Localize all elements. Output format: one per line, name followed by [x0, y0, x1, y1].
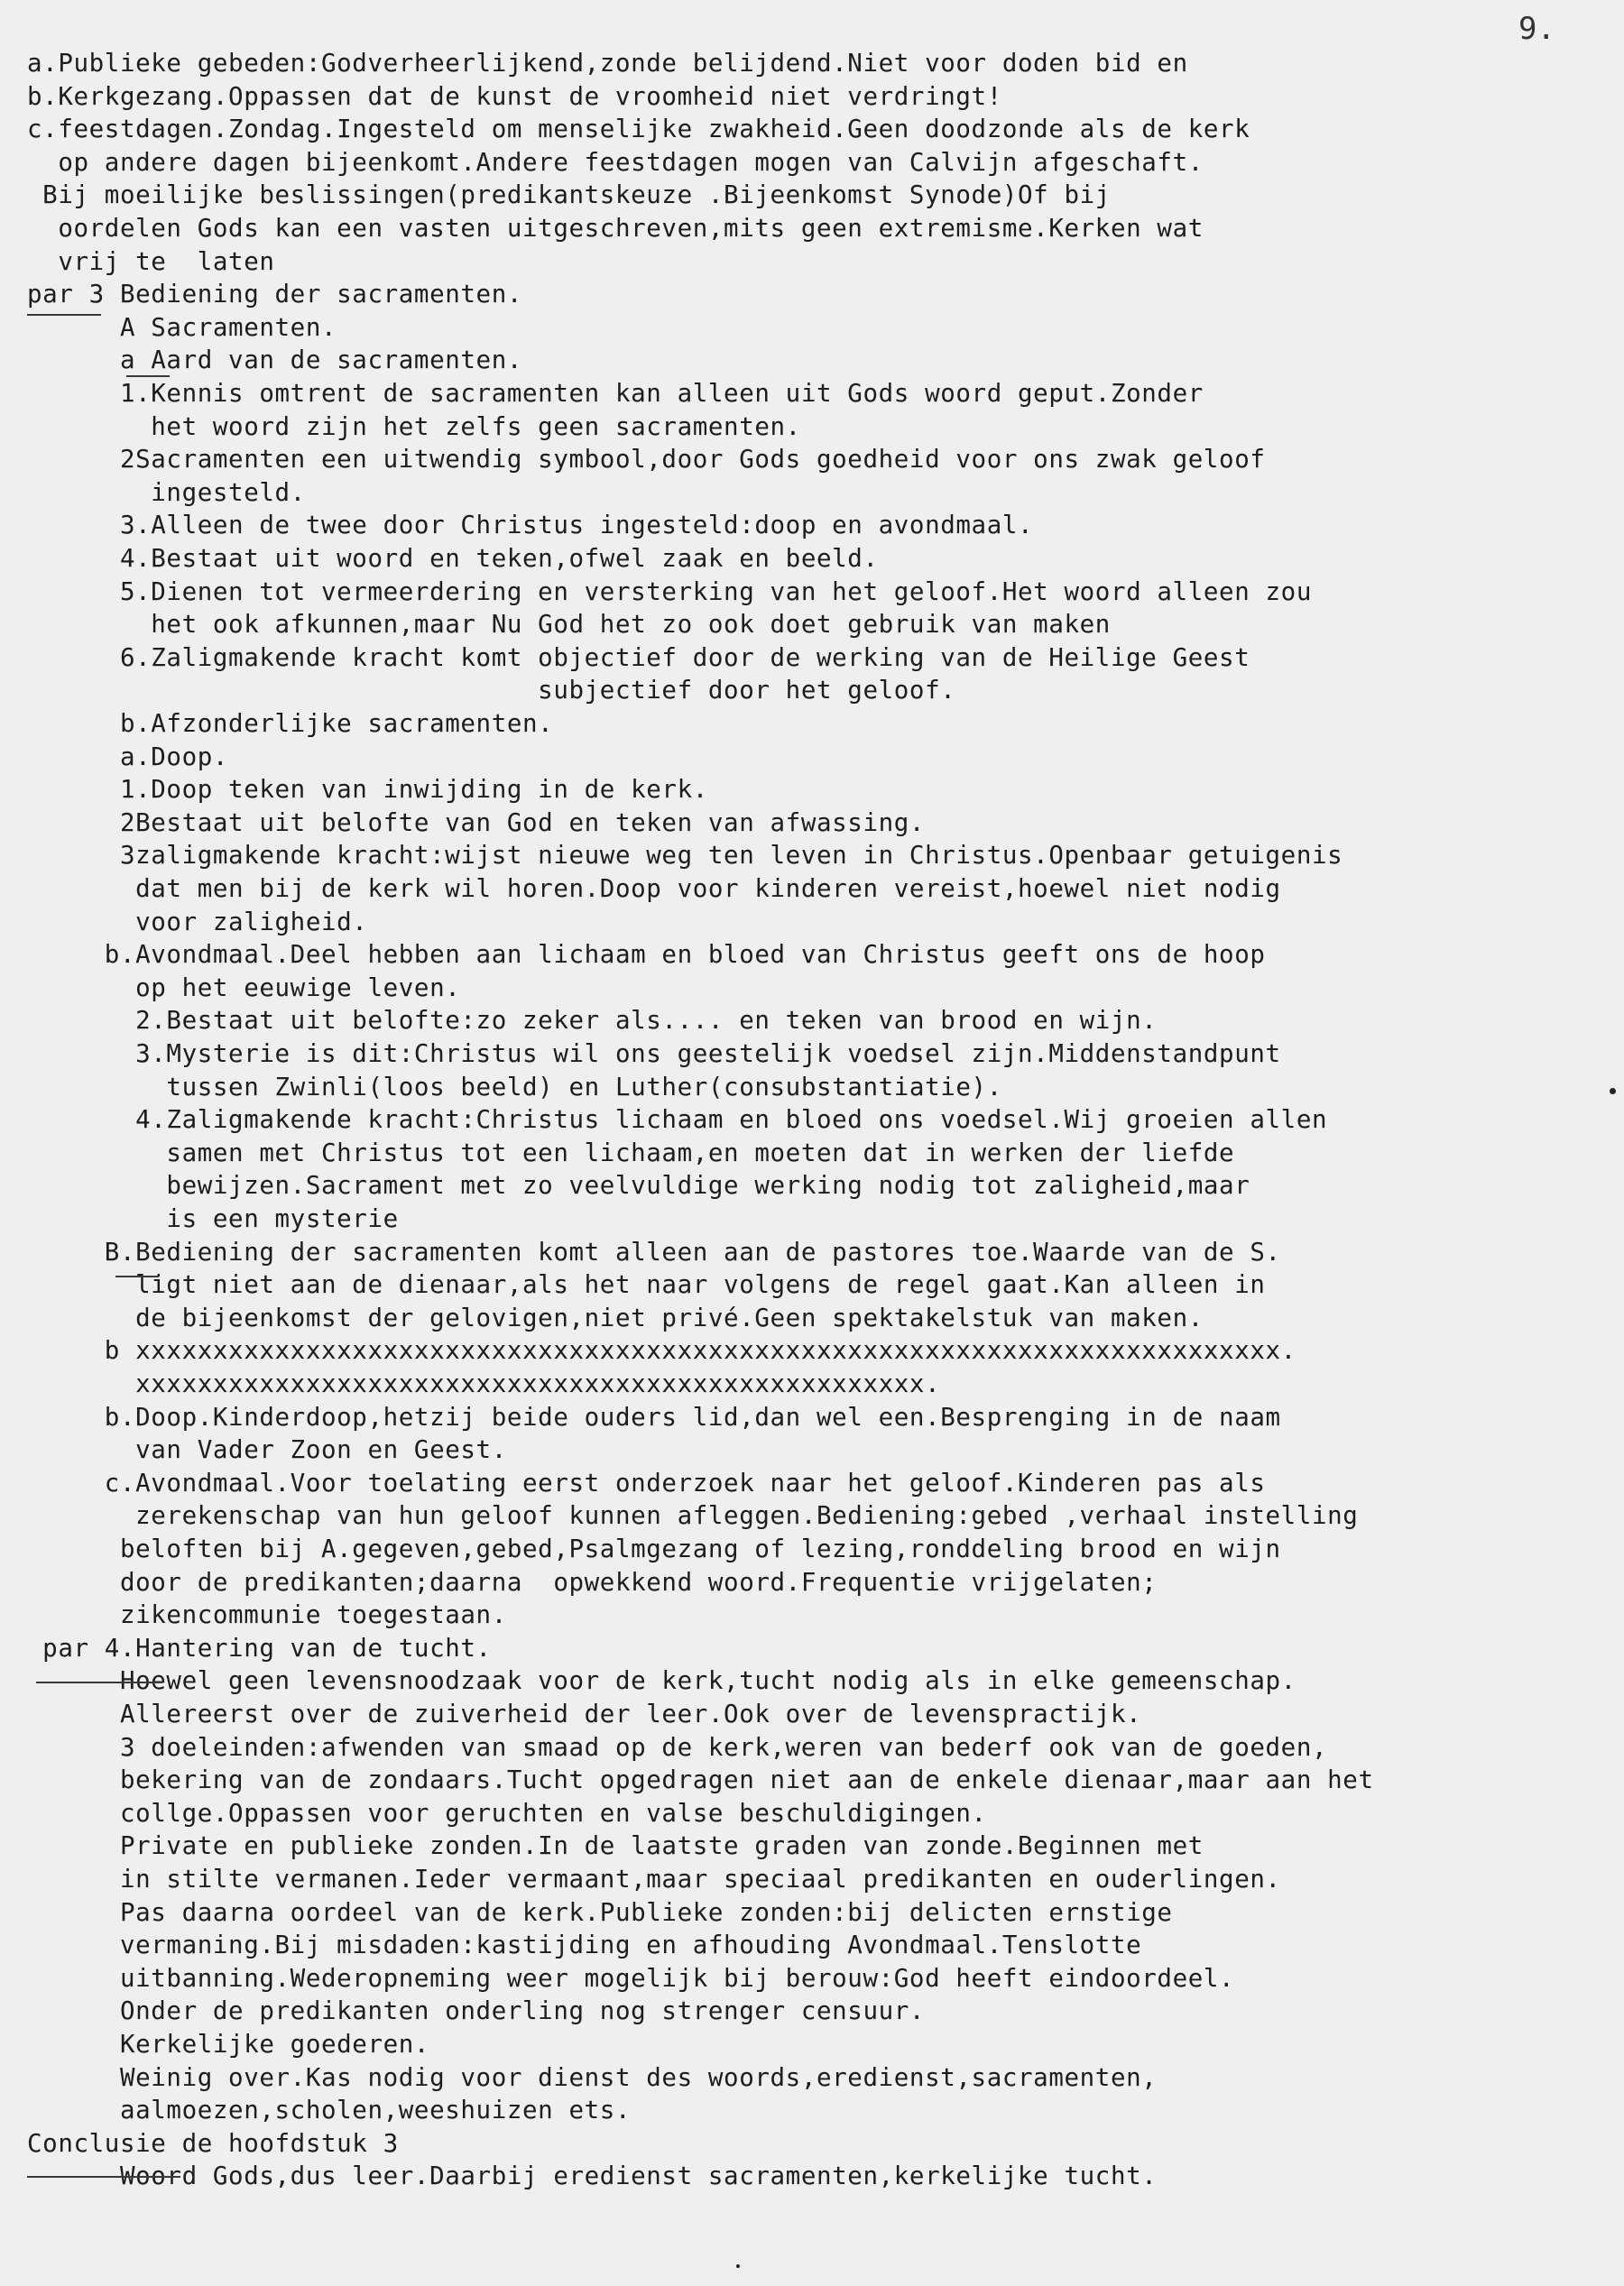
- text-line: 2Bestaat uit belofte van God en teken van afwassing.: [27, 807, 926, 837]
- text-line: 3.Mysterie is dit:Christus wil ons geestelijk voedsel zijn.Middenstandpunt: [27, 1039, 1281, 1068]
- text-line: 2.Bestaat uit belofte:zo zeker als.... en teken van brood en wijn.: [27, 1006, 1158, 1036]
- text-line: a.Publieke gebeden:Godverheerlijkend,zonde belijdend.Niet voor doden bid en: [27, 49, 1188, 78]
- text-line: xxxxxxxxxxxxxxxxxxxxxxxxxxxxxxxxxxxxxxxxxxxxxxxxxxx.: [27, 1369, 941, 1398]
- text-line: dat men bij de kerk wil horen.Doop voor kinderen vereist,hoewel niet nodig: [27, 874, 1281, 903]
- text-line: 4.Zaligmakende kracht:Christus lichaam en bloed ons voedsel.Wij groeien allen: [27, 1105, 1328, 1135]
- text-line: oordelen Gods kan een vasten uitgeschreven,mits geen extremisme.Kerken wat: [27, 214, 1204, 243]
- page-number: 9.: [1518, 11, 1555, 47]
- text-line: samen met Christus tot een lichaam,en moeten dat in werken der liefde: [27, 1138, 1235, 1167]
- text-line: subjectief door het geloof.: [27, 676, 956, 705]
- text-line: uitbanning.Wederopneming weer mogelijk bij berouw:God heeft eindoordeel.: [27, 1963, 1235, 1993]
- text-line: A Sacramenten.: [27, 312, 337, 342]
- text-line: van Vader Zoon en Geest.: [27, 1435, 507, 1465]
- text-line: B.Bediening der sacramenten komt alleen aan de pastores toe.Waarde van de S.: [27, 1237, 1281, 1267]
- text-line: Onder de predikanten onderling nog strenger censuur.: [27, 1996, 926, 2026]
- text-line: door de predikanten;daarna opwekkend woord.Frequentie vrijgelaten;: [27, 1567, 1158, 1597]
- text-line: 1.Doop teken van inwijding in de kerk.: [27, 775, 708, 805]
- text-line: is een mysterie: [27, 1204, 399, 1233]
- text-line: a.Doop.: [27, 742, 229, 771]
- text-line: tussen Zwinli(loos beeld) en Luther(consubstantiatie).: [27, 1072, 1002, 1102]
- text-line: ligt niet aan de dienaar,als het naar volgens de regel gaat.Kan alleen in: [27, 1270, 1266, 1300]
- text-line: 3zaligmakende kracht:wijst nieuwe weg ten leven in Christus.Openbaar getuigenis: [27, 841, 1343, 871]
- text-line: b.Kerkgezang.Oppassen dat de kunst de vroomheid niet verdringt!: [27, 81, 1002, 111]
- conclusie-underline: [27, 2176, 180, 2178]
- text-line: vrij te laten: [27, 246, 275, 276]
- text-line: b xxxxxxxxxxxxxxxxxxxxxxxxxxxxxxxxxxxxxxxxxxxxxxxxxxxxxxxxxxxxxxxxxxxxxxxxxx.: [27, 1336, 1296, 1366]
- text-line: op andere dagen bijeenkomt.Andere feestdagen mogen van Calvijn afgeschaft.: [27, 147, 1204, 177]
- stray-mark: [736, 2264, 740, 2268]
- text-line: collge.Oppassen voor geruchten en valse beschuldigingen.: [27, 1798, 987, 1828]
- text-line: Private en publieke zonden.In de laatste graden van zonde.Beginnen met: [27, 1831, 1204, 1861]
- text-line: b.Doop.Kinderdoop,hetzij beide ouders lid,dan wel een.Besprenging in de naam: [27, 1402, 1281, 1432]
- text-line: Hoewel geen levensnoodzaak voor de kerk,tucht nodig als in elke gemeenschap.: [27, 1666, 1296, 1696]
- text-line: a Aard van de sacramenten.: [27, 346, 523, 375]
- text-line: Kerkelijke goederen.: [27, 2030, 430, 2059]
- text-line: het woord zijn het zelfs geen sacramenten.: [27, 411, 801, 441]
- text-line: Allereerst over de zuiverheid der leer.Ook over de levenspractijk.: [27, 1700, 1142, 1728]
- text-line: 5.Dienen tot vermeerdering en versterking van het geloof.Het woord alleen zou: [27, 576, 1312, 606]
- text-line: par 4.Hantering van de tucht.: [27, 1633, 492, 1663]
- par4-underline: [36, 1682, 162, 1683]
- text-line: b.Avondmaal.Deel hebben aan lichaam en bloed van Christus geeft ons de hoop: [27, 940, 1266, 970]
- text-line: op het eeuwige leven.: [27, 972, 461, 1002]
- text-line: par 3 Bediening der sacramenten.: [27, 280, 523, 309]
- text-line: vermaning.Bij misdaden:kastijding en afhouding Avondmaal.Tenslotte: [27, 1931, 1142, 1960]
- text-line: het ook afkunnen,maar Nu God het zo ook doet gebruik van maken: [27, 610, 1111, 640]
- section-b-underline: [115, 1276, 159, 1277]
- text-line: in stilte vermanen.Ieder vermaant,maar speciaal predikanten en ouderlingen.: [27, 1865, 1281, 1894]
- text-line: de bijeenkomst der gelovigen,niet privé.Geen spektakelstuk van maken.: [27, 1303, 1204, 1332]
- text-line: c.feestdagen.Zondag.Ingesteld om menselijke zwakheid.Geen doodzonde als de kerk: [27, 115, 1250, 144]
- text-line: 6.Zaligmakende kracht komt objectief door de werking van de Heilige Geest: [27, 642, 1250, 672]
- text-line: 1.Kennis omtrent de sacramenten kan alleen uit Gods woord geput.Zonder: [27, 379, 1204, 408]
- text-line: 4.Bestaat uit woord en teken,ofwel zaak en beeld.: [27, 544, 879, 573]
- text-line: 3.Alleen de twee door Christus ingesteld:doop en avondmaal.: [27, 511, 1034, 540]
- text-line: voor zaligheid.: [27, 907, 368, 936]
- text-line: Conclusie de hoofdstuk 3: [27, 2128, 399, 2158]
- text-line: ingesteld.: [27, 477, 306, 507]
- text-line: b.Afzonderlijke sacramenten.: [27, 709, 554, 738]
- text-line: Weinig over.Kas nodig voor dienst des woords,eredienst,sacramenten,: [27, 2062, 1158, 2092]
- text-line: zikencommunie toegestaan.: [27, 1600, 507, 1630]
- text-line: Pas daarna oordeel van de kerk.Publieke zonden:bij delicten ernstige: [27, 1897, 1173, 1927]
- text-line: aalmoezen,scholen,weeshuizen ets.: [27, 2096, 632, 2125]
- text-line: bekering van de zondaars.Tucht opgedragen niet aan de enkele dienaar,maar aan het: [27, 1765, 1374, 1795]
- par3-underline: [27, 314, 101, 316]
- text-line: Woord Gods,dus leer.Daarbij eredienst sacramenten,kerkelijke tucht.: [27, 2162, 1158, 2191]
- text-line: zerekenschap van hun geloof kunnen afleggen.Bediening:gebed ,verhaal instelling: [27, 1501, 1359, 1531]
- text-line: c.Avondmaal.Voor toelating eerst onderzoek naar het geloof.Kinderen pas als: [27, 1468, 1266, 1498]
- text-line: 2Sacramenten een uitwendig symbool,door Gods goedheid voor ons zwak geloof: [27, 445, 1266, 475]
- margin-dot: [1610, 1088, 1616, 1094]
- text-line: bewijzen.Sacrament met zo veelvuldige werking nodig tot zaligheid,maar: [27, 1171, 1250, 1201]
- text-line: beloften bij A.gegeven,gebed,Psalmgezang of lezing,ronddeling brood en wijn: [27, 1535, 1281, 1563]
- text-line: 3 doeleinden:afwenden van smaad op de kerk,weren van bederf ook van de goeden,: [27, 1732, 1328, 1762]
- text-line: Bij moeilijke beslissingen(predikantskeuze .Bijeenkomst Synode)Of bij: [27, 180, 1111, 210]
- section-a-underline: [126, 375, 170, 377]
